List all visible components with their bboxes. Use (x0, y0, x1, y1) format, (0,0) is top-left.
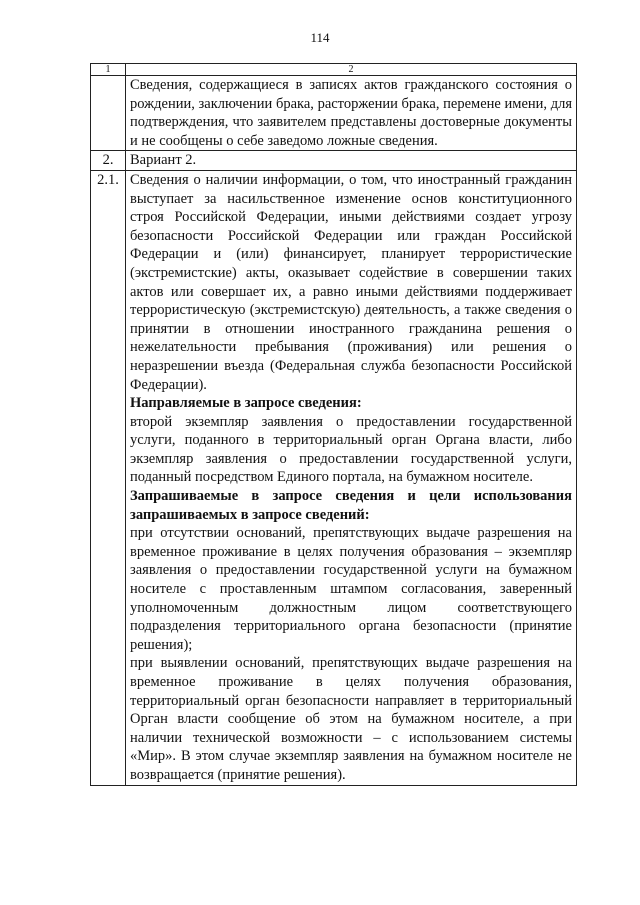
page-number: 114 (310, 30, 330, 45)
row-number: 2. (91, 151, 126, 171)
table-header-row (91, 64, 577, 76)
table-row (91, 170, 577, 785)
section-heading: Запрашиваемые в запросе сведения и цели использования запрашиваемых в запросе сведений: (130, 488, 572, 523)
section-heading: Направляемые в запросе сведения: (130, 395, 362, 412)
intro-paragraph: Сведения о наличии информации, о том, что иностранный гражданин выступает за насильственное изменение основ конституционного строя Российской Федерации, иными действиями создает угрозу безопасности Российской Федерации или граждан Российской Федерации и (или) финансирует, планирует террористические (экстремистские) акты, оказывает содействие в совершении таких актов или совершает их, а равно иными действиями поддерживает террористическую (экстремистскую) деятельность, а также сведения о принятии в отношении иностранного гражданина решения о нежелательности пребывания (проживания) или решения о неразрешении въезда (Федеральная служба безопасности Российской Федерации). (130, 171, 572, 393)
header-col-2: 2 (126, 64, 577, 76)
row-number (91, 76, 126, 151)
row-content (126, 170, 577, 785)
paragraph: второй экземпляр заявления о предоставлении государственной услуги, поданного в территориальный орган Органа власти, либо экземпляр заявления о предоставлении государственной услуги, поданный посредством Единого портала, на бумажном носителе. (130, 413, 572, 486)
row-text: Вариант 2. (126, 151, 577, 171)
document-table (90, 63, 577, 786)
table-row (91, 76, 577, 151)
paragraph: при отсутствии оснований, препятствующих выдаче разрешения на временное проживание в целях получения образования – экземпляр заявления о предоставлении государственной услуги на бумажном носителе с проставленным штампом согласования, заверенный уполномоченным должностным лицом соответствующего подразделения территориального органа безопасности (принятие решения); (130, 525, 572, 653)
header-col-1: 1 (91, 64, 126, 76)
row-text: Сведения, содержащиеся в записях актов гражданского состояния о рождении, заключении брака, расторжении брака, перемене имени, для подтверждения, что заявителем представлены достоверные документы и не сообщены о себе заведомо ложные сведения. (126, 76, 577, 151)
table-row (91, 151, 577, 171)
row-number: 2.1. (91, 170, 126, 785)
paragraph: при выявлении оснований, препятствующих выдаче разрешения на временное проживание в целях получения образования, территориальный орган безопасности направляет в территориальный Орган власти сообщение об этом на бумажном носителе, а при наличии технической возможности – с использованием системы «Мир». В этом случае экземпляр заявления на бумажном носителе не возвращается (принятие решения). (130, 655, 572, 783)
